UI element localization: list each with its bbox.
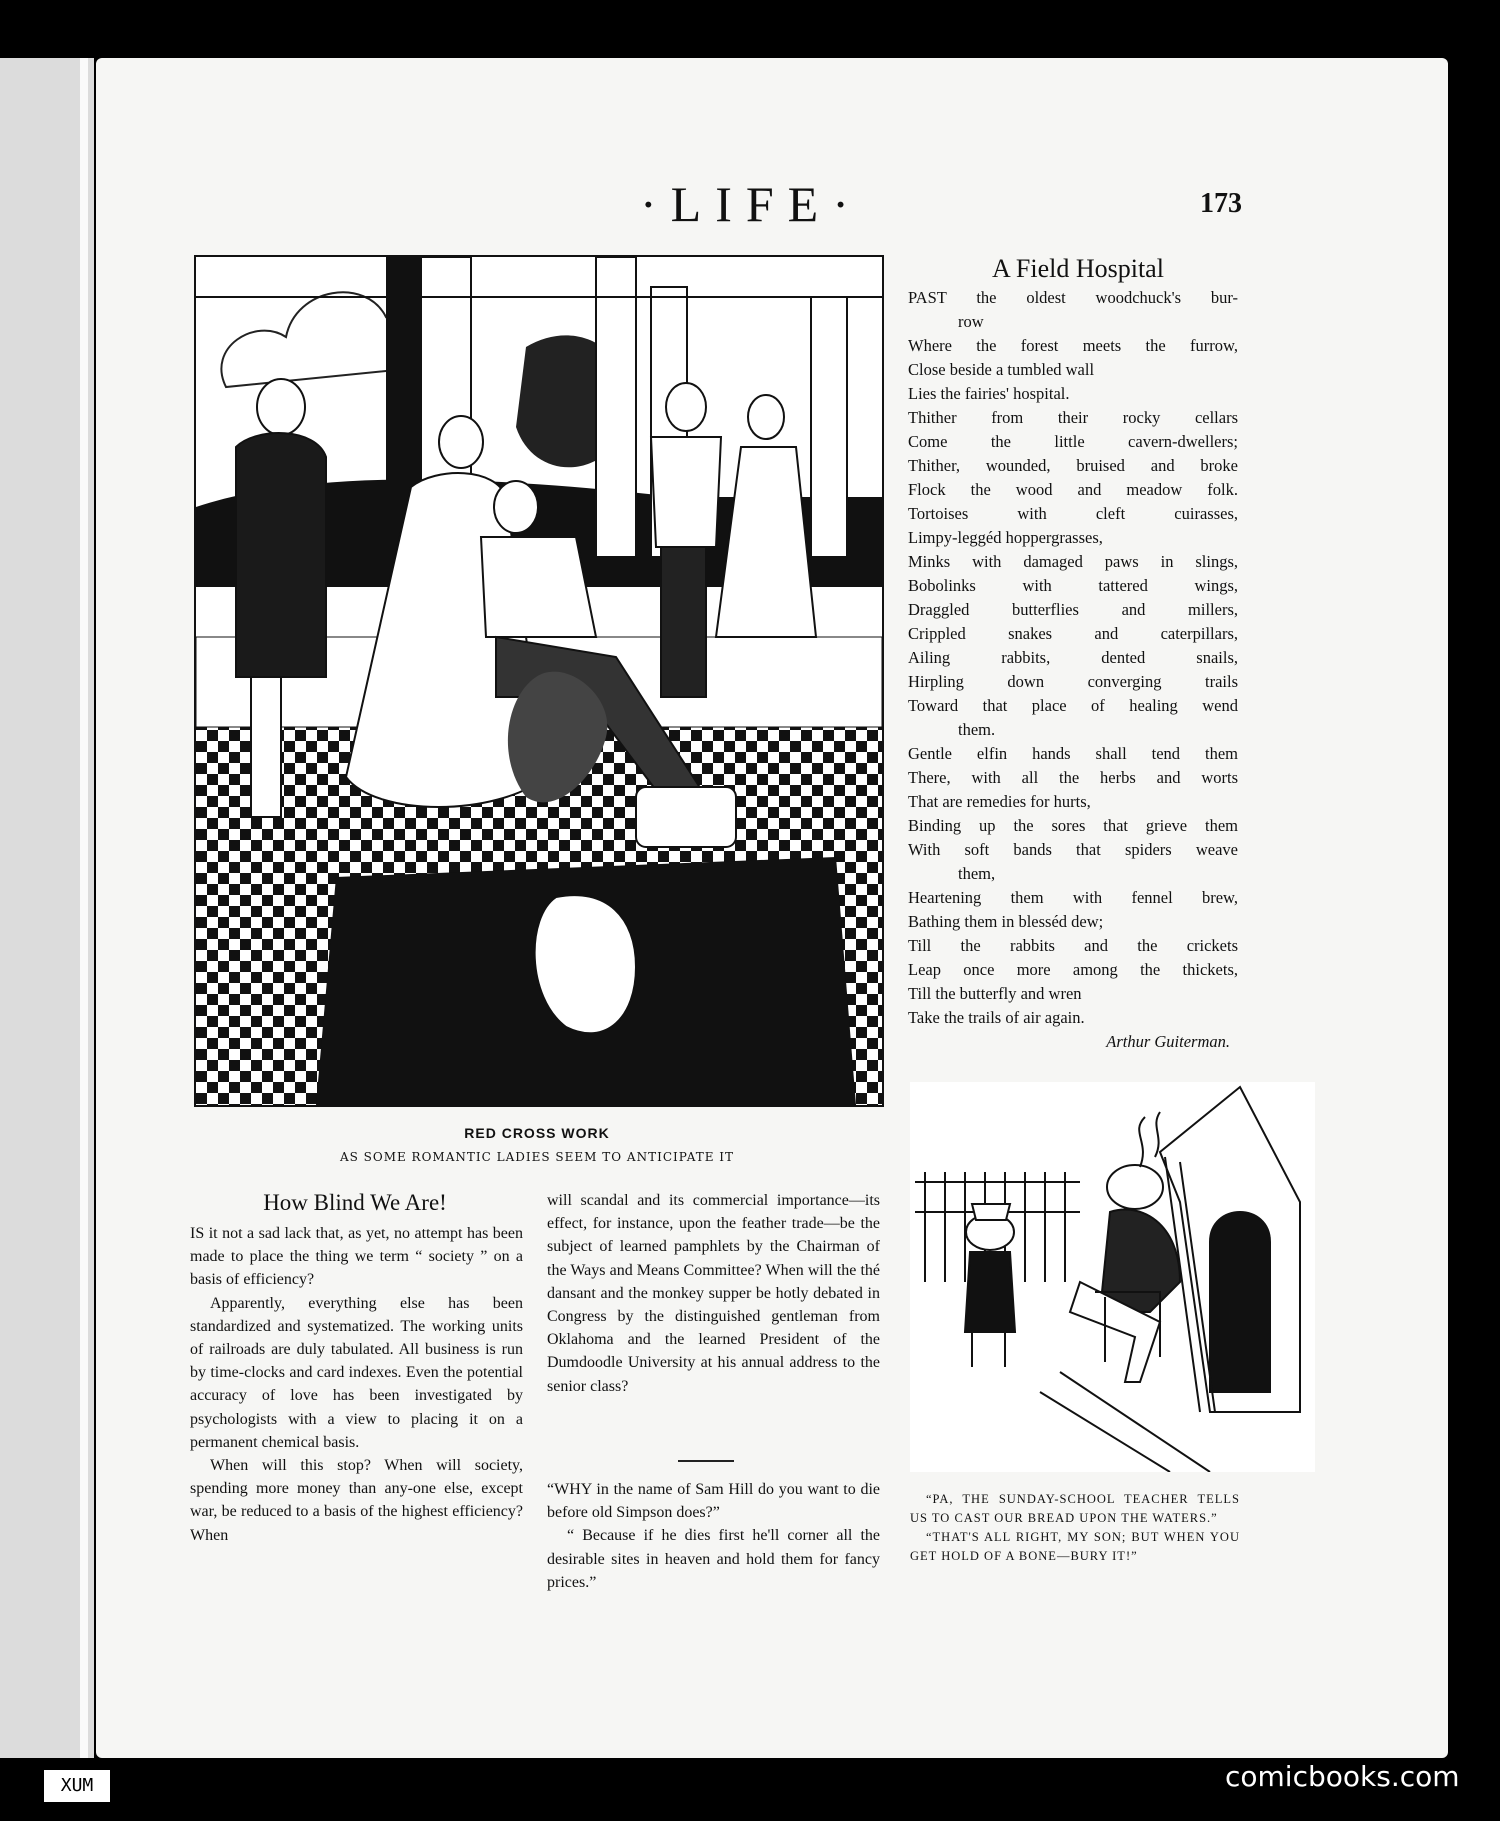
poem-body [908, 286, 1238, 1054]
poem-line: Take the trails of air again. [908, 1008, 1085, 1027]
poem-line: Come the little cavern-dwellers; [908, 432, 1238, 451]
poem-line: Lies the fairies' hospital. [908, 384, 1070, 403]
article-column-2 [547, 1189, 880, 1398]
article-paragraph: Apparently, everything else has been standardized and systematized. The working units of railroads are duly tabulated. All business is run by time-clocks and card indexes. Even the potential accuracy of love has been investigated by psychologists with a view to placing it on a permanent chemical basis. [190, 1294, 523, 1451]
cartoon-caption-line-2: “THAT'S ALL RIGHT, MY SON; BUT WHEN YOU GET HOLD OF A BONE—BURY IT!” [910, 1530, 1240, 1563]
poem-line: That are remedies for hurts, [908, 792, 1091, 811]
poem-line: Thither, wounded, bruised and broke [908, 456, 1238, 475]
article-column-1 [190, 1222, 523, 1547]
poem-line: Bobolinks with tattered wings, [908, 576, 1238, 595]
dog-cartoon [910, 1082, 1315, 1472]
article-paragraph: IS it not a sad lack that, as yet, no attempt has been made to place the thing we term “ society ” on a basis of efficiency? [190, 1225, 523, 1289]
poem-line: Gentle elfin hands shall tend them [908, 744, 1238, 763]
poem-line: Thither from their rocky cellars [908, 408, 1238, 427]
poem-line: Till the butterfly and wren [908, 984, 1082, 1003]
article-paragraph: When will this stop? When will society, spending more money than any-one else, except war, be reduced to a basis of the highest efficiency? When [190, 1457, 523, 1544]
poem-line: them. [958, 720, 996, 739]
poem-line: Toward that place of healing wend [908, 696, 1238, 715]
cartoon-drawing [910, 1082, 1315, 1472]
poem-line: With soft bands that spiders weave [908, 840, 1238, 859]
poem-line: Ailing rabbits, dented snails, [908, 648, 1238, 667]
illustration-caption-subtitle: AS SOME ROMANTIC LADIES SEEM TO ANTICIPATE IT [339, 1150, 735, 1164]
poem-line: them, [958, 864, 996, 883]
illustration-drawing [196, 257, 882, 1105]
poem-line: Binding up the sores that grieve them [908, 816, 1238, 835]
poem-line: Where the forest meets the furrow, [908, 336, 1238, 355]
poem-line: Draggled butterflies and millers, [908, 600, 1238, 619]
masthead: ·LIFE· [640, 176, 863, 232]
poem-line: Minks with damaged paws in slings, [908, 552, 1238, 571]
poem-line: Crippled snakes and caterpillars, [908, 624, 1238, 643]
cartoon-caption [910, 1490, 1240, 1566]
poem-line: PAST the oldest woodchuck's bur- [908, 288, 1238, 307]
poem-line: There, with all the herbs and worts [908, 768, 1238, 787]
adjacent-page-edge [0, 58, 94, 1758]
article-column-2-text: will scandal and its commercial importance—its effect, for instance, upon the feather trade—be the subject of learned pamphlets by the Chairman of the Ways and Means Committee? When will the thé dansant and the monkey supper be hotly debated in Congress by the distinguished gentleman from Oklahoma and the learned President of the Dumdoodle University at his annual address to the senior class? [547, 1192, 880, 1395]
quip [547, 1478, 880, 1594]
poem-line: Bathing them in blesséd dew; [908, 912, 1104, 931]
poem-line: Flock the wood and meadow folk. [908, 480, 1238, 499]
poem-line: Heartening them with fennel brew, [908, 888, 1238, 907]
article-title: How Blind We Are! [263, 1190, 447, 1215]
poem-line: Leap once more among the thickets, [908, 960, 1238, 979]
scan-tag: XUM [44, 1770, 110, 1802]
poem-title: A Field Hospital [992, 254, 1164, 283]
poem-line: Hirpling down converging trails [908, 672, 1238, 691]
watermark-brand: comicbooks.com [1225, 1760, 1460, 1793]
cartoon-caption-line-1: “PA, THE SUNDAY-SCHOOL TEACHER TELLS US TO CAST OUR BREAD UPON THE WATERS.” [910, 1492, 1240, 1525]
poem-line: Till the rabbits and the crickets [908, 936, 1238, 955]
quip-answer: “ Because if he dies first he'll corner all the desirable sites in heaven and hold them for fancy prices.” [547, 1527, 880, 1591]
poem-line: Close beside a tumbled wall [908, 360, 1095, 379]
quip-question: “WHY in the name of Sam Hill do you want to die before old Simpson does?” [547, 1481, 880, 1522]
poem-line: Tortoises with cleft cuirasses, [908, 504, 1238, 523]
red-cross-illustration [194, 255, 884, 1107]
poem-author: Arthur Guiterman. [1106, 1032, 1230, 1051]
page-number: 173 [1200, 188, 1242, 219]
poem-line: Limpy-leggéd hoppergrasses, [908, 528, 1103, 547]
section-divider [678, 1460, 734, 1462]
poem-line: row [958, 312, 984, 331]
illustration-caption-title: RED CROSS WORK [464, 1125, 610, 1141]
